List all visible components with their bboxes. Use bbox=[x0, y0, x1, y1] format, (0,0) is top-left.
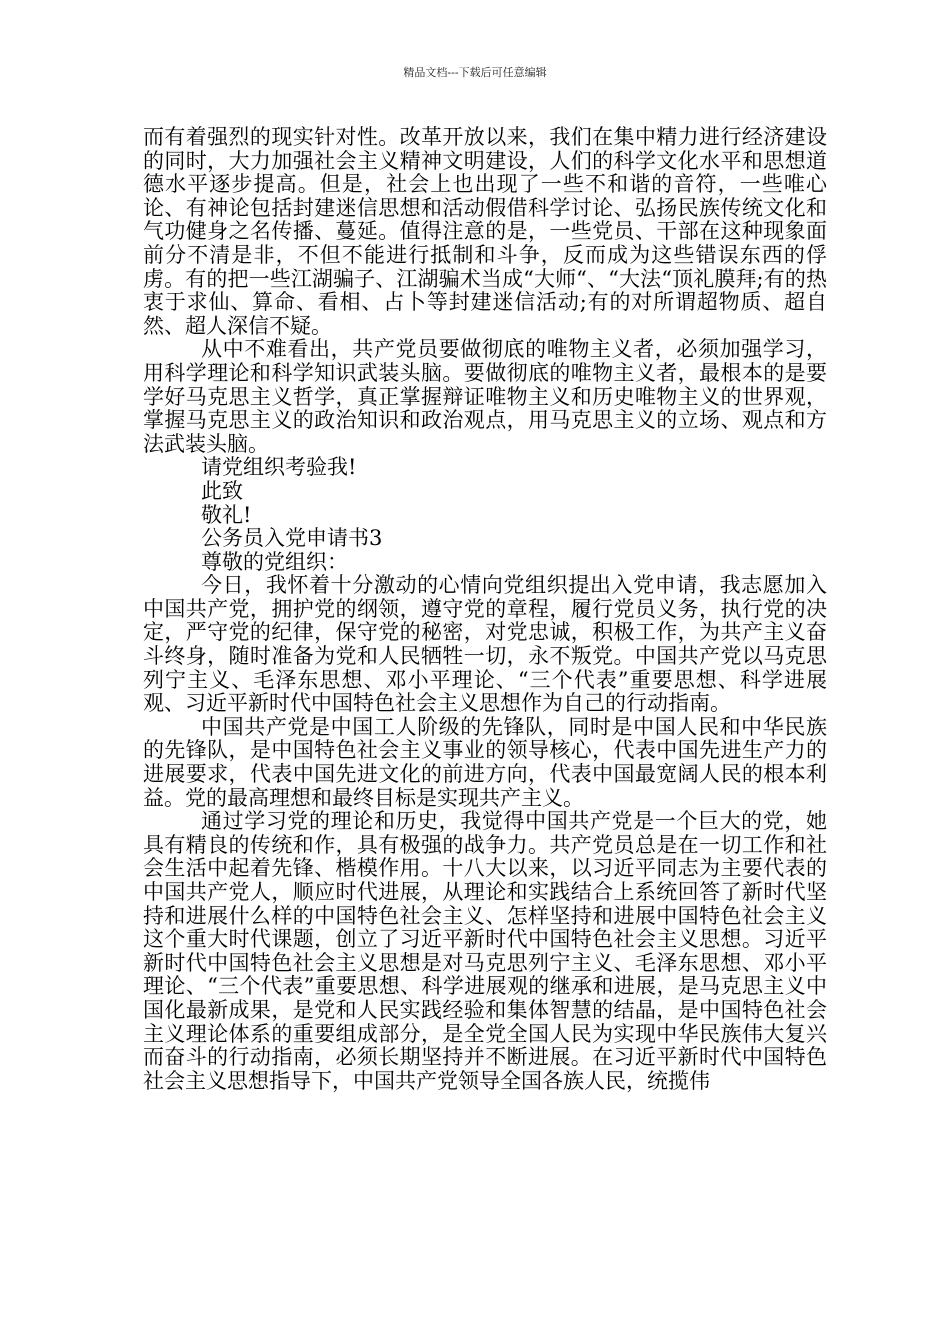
closing-request: 请党组织考验我! bbox=[201, 455, 357, 480]
page-header: 精品文档---下载后可任意编辑 bbox=[403, 66, 547, 79]
document-body bbox=[143, 126, 827, 1093]
paragraph-4: 中国共产党是中国工人阶级的先锋队，同时是中国人民和中华民族的先锋队，是中国特色社会主义事业的领导核心，代表中国先进生产力的进展要求，代表中国先进文化的前进方向，代表中国最宽阔人民的根本利益。党的最高理想和最终目标是实现共产主义。 bbox=[143, 714, 827, 810]
paragraph-5: 通过学习党的理论和历史，我觉得中国共产党是一个巨大的党，她具有精良的传统和作，具有极强的战争力。共产党员总是在一切工作和社会生活中起着先锋、楷模作用。十八大以来，以习近平同志为主要代表的中国共产党人，顺应时代进展，从理论和实践结合上系统回答了新时代坚持和进展什么样的中国特色社会主义、怎样坚持和进展中国特色社会主义这个重大时代课题，创立了习近平新时代中国特色社会主义思想。习近平新时代中国特色社会主义思想是对马克思列宁主义、毛泽东思想、邓小平理论、“三个代表”重要思想、科学进展观的继承和进展，是马克思主义中国化最新成果，是党和人民实践经验和集体智慧的结晶，是中国特色社会主义理论体系的重要组成部分，是全党全国人民为实现中华民族伟大复兴而奋斗的行动指南，必须长期坚持并不断进展。在习近平新时代中国特色社会主义思想指导下，中国共产党领导全国各族人民，统揽伟 bbox=[143, 809, 827, 1093]
closing-salutation: 此致 bbox=[201, 478, 243, 503]
section-title: 公务员入党申请书3 bbox=[201, 526, 383, 551]
closing-regards: 敬礼! bbox=[201, 502, 252, 527]
paragraph-1: 而有着强烈的现实针对性。改革开放以来，我们在集中精力进行经济建设的同时，大力加强社会主义精神文明建设，人们的科学文化水平和思想道德水平逐步提高。但是，社会上也出现了一些不和谐的音符，一些唯心论、有神论包括封建迷信思想和活动假借科学讨论、弘扬民族传统文化和气功健身之名传播、蔓延。值得注意的是，一些党员、干部在这种现象面前分不清是非，不但不能进行抵制和斗争，反而成为这些错误东西的俘虏。有的把一些江湖骗子、江湖骗术当成“大师“、“大法“顶礼膜拜;有的热衷于求仙、算命、看相、占卜等封建迷信活动;有的对所谓超物质、超自然、超人深信不疑。 bbox=[143, 125, 827, 338]
letter-greeting: 尊敬的党组织： bbox=[201, 549, 348, 574]
paragraph-3: 今日，我怀着十分激动的心情向党组织提出入党申请，我志愿加入中国共产党，拥护党的纲领，遵守党的章程，履行党员义务，执行党的决定，严守党的纪律，保守党的秘密，对党忠诚，积极工作，为共产主义奋斗终身，随时准备为党和人民牺牲一切，永不叛党。中国共产党以马克思列宁主义、毛泽东思想、邓小平理论、“三个代表”重要思想、科学进展观、习近平新时代中国特色社会主义思想作为自己的行动指南。 bbox=[143, 573, 827, 716]
paragraph-2: 从中不难看出，共产党员要做彻底的唯物主义者，必须加强学习，用科学理论和科学知识武装头脑。要做彻底的唯物主义者，最根本的是要学好马克思主义哲学，真正掌握辩证唯物主义和历史唯物主义的世界观，掌握马克思主义的政治知识和政治观点，用马克思主义的立场、观点和方法武装头脑。 bbox=[143, 337, 827, 456]
